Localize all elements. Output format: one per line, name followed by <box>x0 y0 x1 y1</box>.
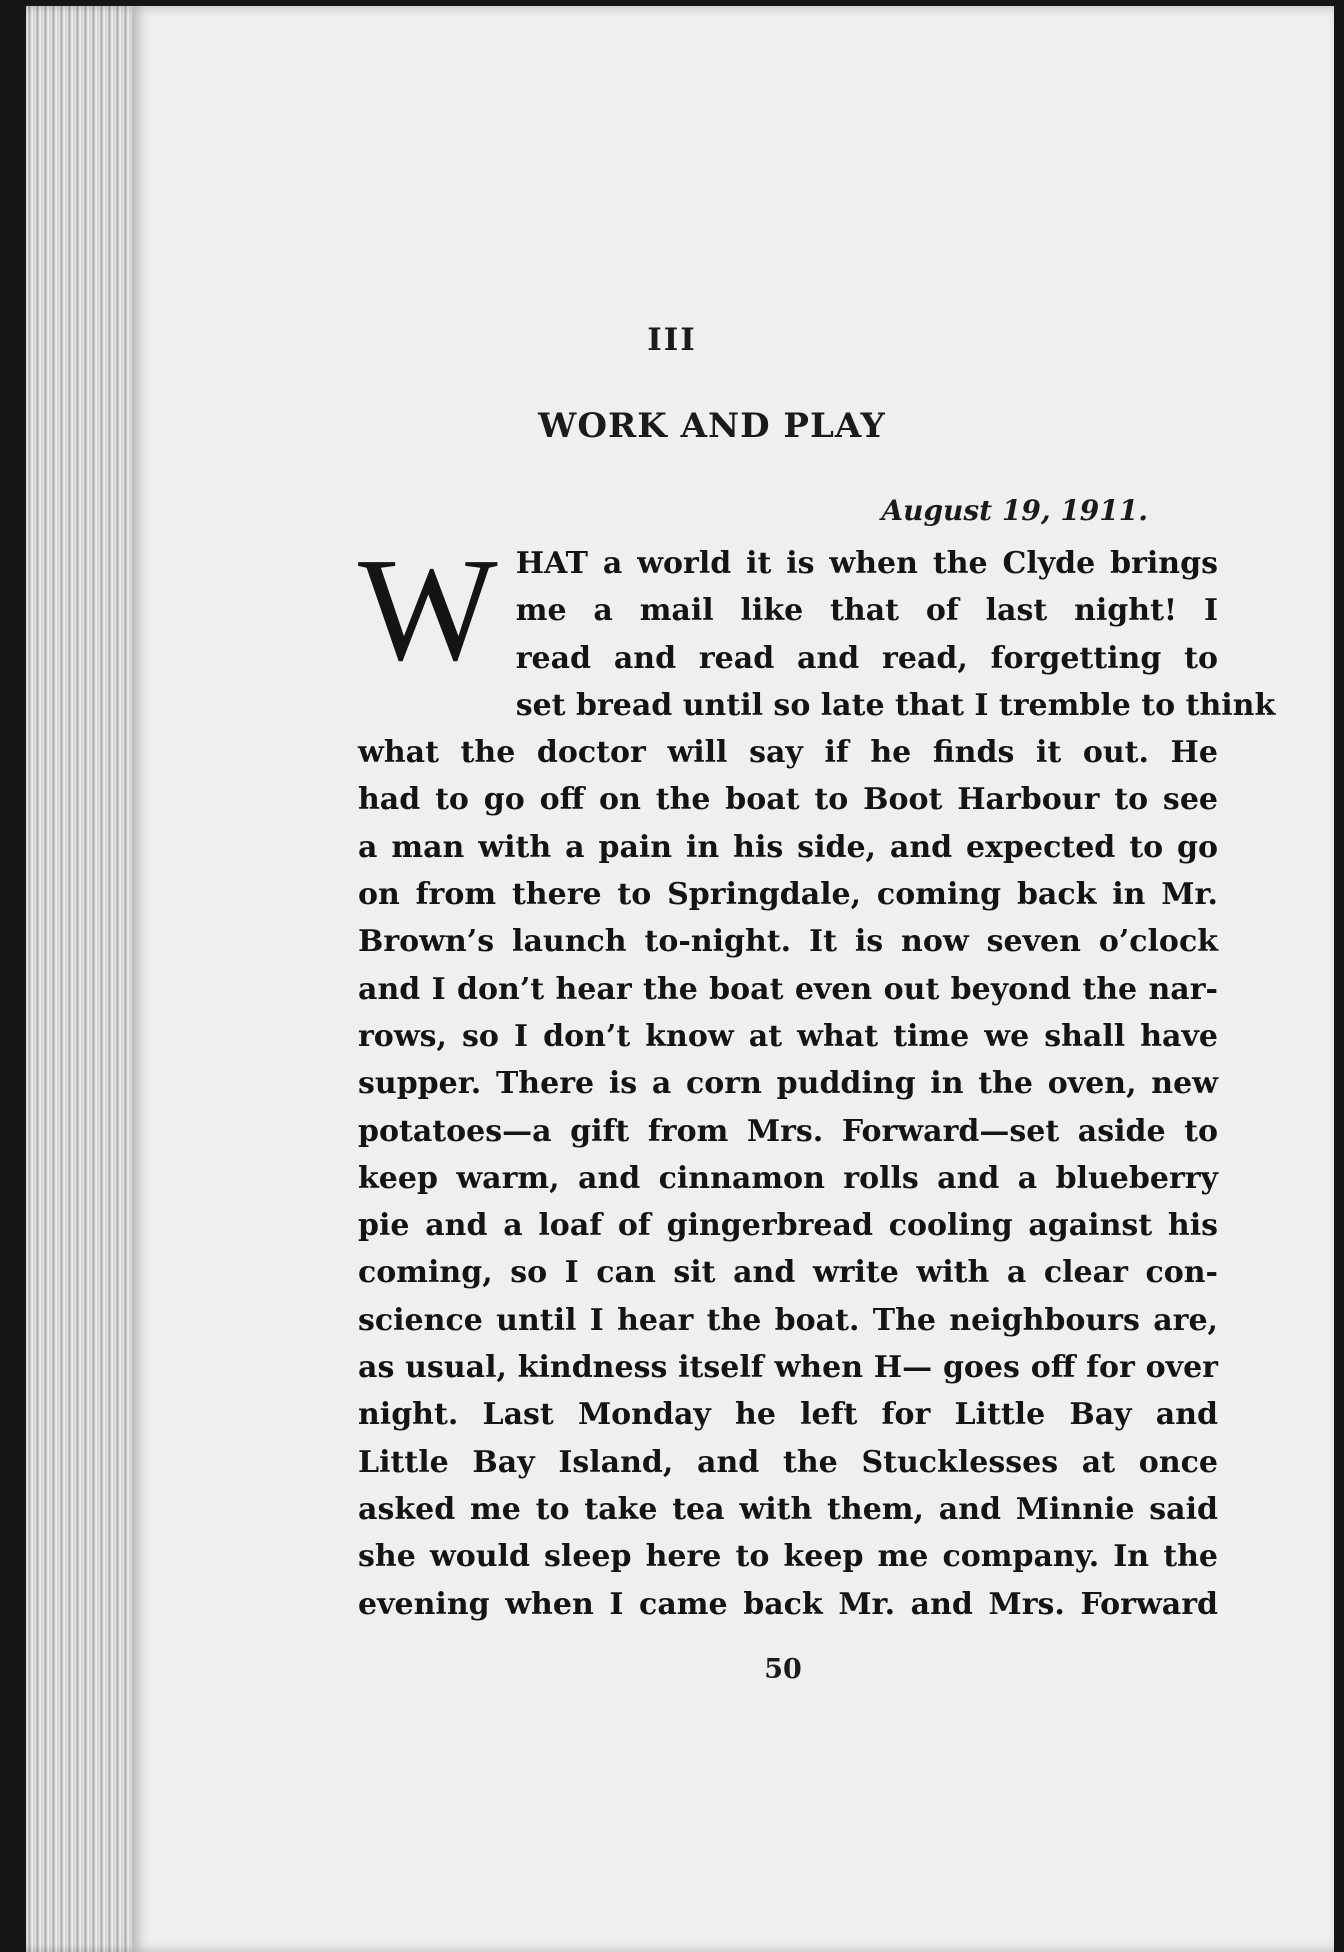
text-line: what the doctor will say if he finds it out. He <box>358 735 1218 771</box>
drop-cap: W <box>358 528 498 692</box>
text-line: keep warm, and cinnamon rolls and a blueberry <box>358 1160 1218 1196</box>
text-line: as usual, kindness itself when H— goes off for over <box>358 1350 1218 1386</box>
text-line: pie and a loaf of gingerbread cooling against his <box>358 1208 1218 1244</box>
text-line: Brown’s launch to-night. It is now seven o’clock <box>358 924 1218 960</box>
text-line: asked me to take tea with them, and Minnie said <box>358 1491 1218 1527</box>
text-line: evening when I came back Mr. and Mrs. Forward <box>358 1586 1218 1622</box>
text-line: rows, so I don’t know at what time we shall have <box>358 1018 1218 1054</box>
text-line: and I don’t hear the boat even out beyond the nar- <box>358 971 1218 1007</box>
text-line: HAT a world it is when the Clyde brings <box>515 546 1218 581</box>
text-line: coming, so I can sit and write with a clear con- <box>358 1255 1218 1291</box>
entry-date: August 19, 1911. <box>881 494 1148 527</box>
text-line: night. Last Monday he left for Little Bay and <box>358 1397 1218 1433</box>
chapter-title: WORK AND PLAY <box>538 406 886 446</box>
text-line: on from there to Springdale, coming back in Mr. <box>358 877 1218 913</box>
text-lines <box>358 528 1276 1628</box>
body-text <box>358 528 1276 1628</box>
text-line: potatoes—a gift from Mrs. Forward—set aside to <box>358 1113 1218 1149</box>
text-line: a man with a pain in his side, and expected to go <box>358 829 1218 865</box>
text-line: Little Bay Island, and the Stucklesses at once <box>358 1444 1218 1480</box>
text-line: she would sleep here to keep me company. In the <box>358 1539 1218 1575</box>
chapter-number: III <box>647 322 697 358</box>
text-line: read and read and read, forgetting to <box>515 640 1218 676</box>
text-line: set bread until so late that I tremble to think <box>515 687 1276 723</box>
text-line: had to go off on the boat to Boot Harbour to see <box>358 782 1218 818</box>
text-line: science until I hear the boat. The neighbours are, <box>358 1302 1218 1338</box>
text-line: me a mail like that of last night! I <box>515 593 1218 629</box>
text-line: supper. There is a corn pudding in the oven, new <box>358 1066 1218 1102</box>
page-number: 50 <box>764 1654 802 1685</box>
